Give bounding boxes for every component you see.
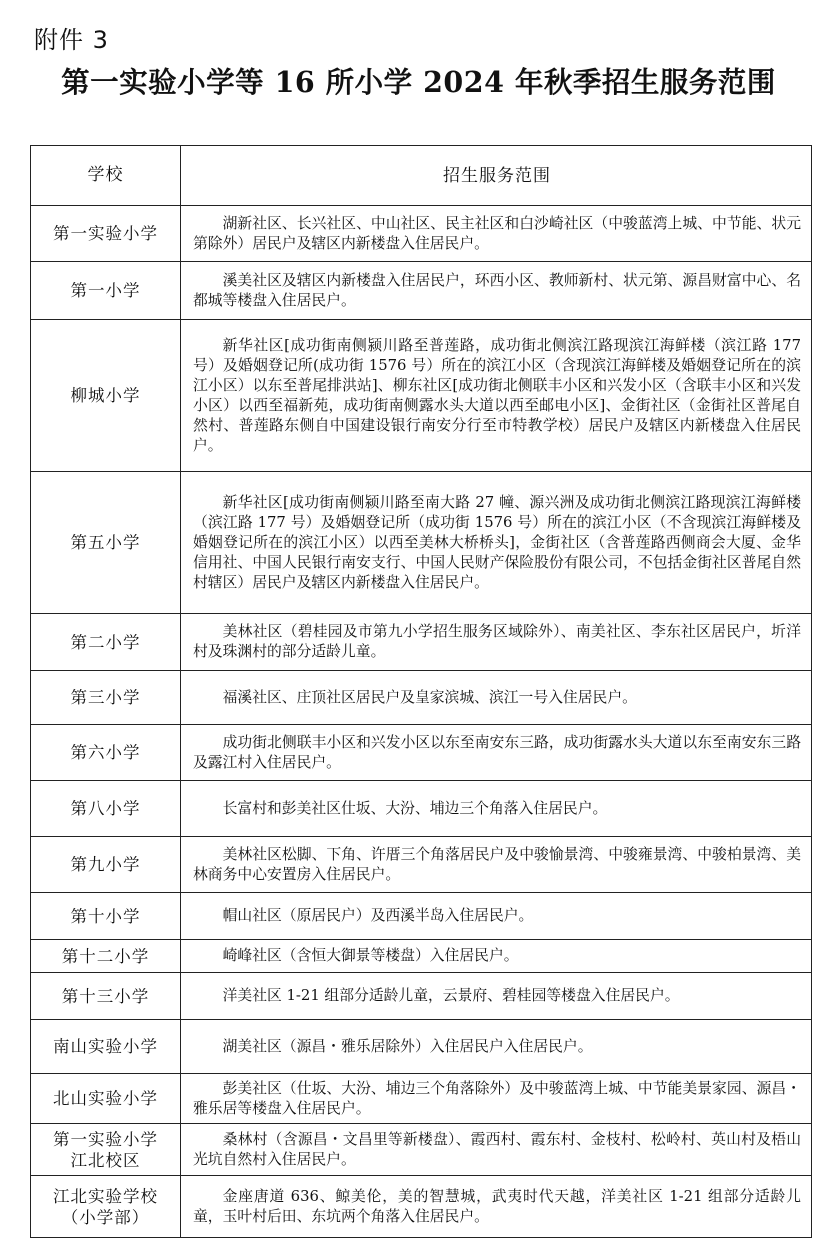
school-name xyxy=(31,206,181,262)
school-name-line: 第八小学 xyxy=(70,799,141,818)
school-name-line: 第十二小学 xyxy=(61,946,150,966)
school-name xyxy=(31,671,181,725)
service-range: 新华社区[成功街南侧颍川路至普莲路，成功街北侧滨江路现滨江海鲜楼（滨江路 177 号）及婚姻登记所(成功街 1576 号）所在的滨江小区（含现滨江海鲜楼及婚姻登记所在的滨江小区）以东至普尾排洪站]、柳东社区[成功街北侧联丰小区和兴发小区（含联丰小区和兴发小区）以西至福新苑，成功街南侧露水头大道以西至邮电小区]、金街社区（金街社区普尾自然村、普莲路东侧自中国建设银行南安分行至市特教学校）居民户及辖区内新楼盘入住居民户。 xyxy=(181,320,812,472)
table-row xyxy=(31,614,812,671)
table-row xyxy=(31,781,812,837)
school-name xyxy=(31,1176,181,1238)
header-school: 学校 xyxy=(31,146,181,206)
school-name-line: 第十三小学 xyxy=(61,986,150,1006)
school-name xyxy=(31,1020,181,1074)
service-range: 福溪社区、庄顶社区居民户及皇家滨城、滨江一号入住居民户。 xyxy=(181,671,812,725)
school-name-line: 江北实验学校 xyxy=(53,1186,158,1206)
service-range: 新华社区[成功街南侧颍川路至南大路 27 幢、源兴洲及成功街北侧滨江路现滨江海鲜楼（滨江路 177 号）及婚姻登记所（成功街 1576 号）所在的滨江小区（不含现滨江海鲜楼及婚姻登记所在的滨江小区）以西至美林大桥桥头]，金街社区（含普莲路西侧商会大厦、金华信用社、中国人民银行南安支行、中国人民财产保险股份有限公司，不包括金街社区普尾自然村辖区）居民户及辖区内新楼盘入住居民户。 xyxy=(181,472,812,614)
table-header-row xyxy=(31,146,812,206)
table-row xyxy=(31,472,812,614)
table-row xyxy=(31,1074,812,1124)
service-range: 成功街北侧联丰小区和兴发小区以东至南安东三路，成功街露水头大道以东至南安东三路及露江村入住居民户。 xyxy=(181,725,812,781)
table-row xyxy=(31,940,812,973)
table-row xyxy=(31,1124,812,1176)
school-name-line: 第二小学 xyxy=(70,632,141,652)
school-name xyxy=(31,725,181,781)
school-name xyxy=(31,262,181,320)
service-range: 湖新社区、长兴社区、中山社区、民主社区和白沙崎社区（中骏蓝湾上城、中节能、状元第除外）居民户及辖区内新楼盘入住居民户。 xyxy=(181,206,812,262)
service-range: 金座唐道 636、鲸美伦，美的智慧城，武夷时代天越，洋美社区 1-21 组部分适龄儿童，玉叶村后田、东坑两个角落入住居民户。 xyxy=(181,1176,812,1238)
school-name-line: 第九小学 xyxy=(70,855,141,874)
attachment-label: 附件 3 xyxy=(34,26,109,54)
table-row xyxy=(31,893,812,940)
enrollment-range-table xyxy=(30,145,812,1238)
school-name xyxy=(31,320,181,472)
school-name xyxy=(31,973,181,1020)
service-range: 湖美社区（源昌・雅乐居除外）入住居民户入住居民户。 xyxy=(181,1020,812,1074)
table-row xyxy=(31,206,812,262)
table-row xyxy=(31,725,812,781)
school-name-line: 第一实验小学 xyxy=(53,1129,158,1149)
school-name-line: 南山实验小学 xyxy=(53,1037,158,1056)
service-range: 溪美社区及辖区内新楼盘入住居民户，环西小区、教师新村、状元第、源昌财富中心、名都城等楼盘入住居民户。 xyxy=(181,262,812,320)
table-row xyxy=(31,320,812,472)
school-name-line: 第三小学 xyxy=(70,688,141,707)
table-row xyxy=(31,1176,812,1238)
service-range: 洋美社区 1-21 组部分适龄儿童，云景府、碧桂园等楼盘入住居民户。 xyxy=(181,973,812,1020)
school-name-line: （小学部） xyxy=(61,1207,150,1227)
school-name xyxy=(31,837,181,893)
school-name xyxy=(31,893,181,940)
service-range: 美林社区（碧桂园及市第九小学招生服务区域除外）、南美社区、李东社区居民户，圻洋村及珠渊村的部分适龄儿童。 xyxy=(181,614,812,671)
school-name-line: 第十小学 xyxy=(70,906,141,926)
school-name xyxy=(31,940,181,973)
table-row xyxy=(31,262,812,320)
school-name-line: 第六小学 xyxy=(70,743,141,762)
service-range: 长富村和彭美社区仕坂、大汾、埔边三个角落入住居民户。 xyxy=(181,781,812,837)
school-name-line: 江北校区 xyxy=(70,1150,141,1170)
school-name xyxy=(31,781,181,837)
header-range: 招生服务范围 xyxy=(181,146,812,206)
service-range: 帽山社区（原居民户）及西溪半岛入住居民户。 xyxy=(181,893,812,940)
school-name xyxy=(31,472,181,614)
school-name-line: 第五小学 xyxy=(70,533,141,552)
school-name-line: 北山实验小学 xyxy=(53,1089,158,1108)
school-name xyxy=(31,1124,181,1176)
school-name xyxy=(31,614,181,671)
table-row xyxy=(31,1020,812,1074)
school-name-line: 第一小学 xyxy=(70,281,141,300)
service-range: 美林社区松脚、下角、许厝三个角落居民户及中骏愉景湾、中骏雍景湾、中骏柏景湾、美林商务中心安置房入住居民户。 xyxy=(181,837,812,893)
school-name xyxy=(31,1074,181,1124)
service-range: 崎峰社区（含恒大御景等楼盘）入住居民户。 xyxy=(181,940,812,973)
service-range: 桑林村（含源昌・文昌里等新楼盘）、霞西村、霞东村、金枝村、松岭村、英山村及梧山光坑自然村入住居民户。 xyxy=(181,1124,812,1176)
school-name-line: 柳城小学 xyxy=(70,386,141,405)
table-row xyxy=(31,837,812,893)
table-row xyxy=(31,671,812,725)
table-row xyxy=(31,973,812,1020)
document-title: 第一实验小学等 16 所小学 2024 年秋季招生服务范围 xyxy=(61,65,776,99)
service-range: 彭美社区（仕坂、大汾、埔边三个角落除外）及中骏蓝湾上城、中节能美景家园、源昌・雅乐居等楼盘入住居民户。 xyxy=(181,1074,812,1124)
school-name-line: 第一实验小学 xyxy=(53,224,158,243)
